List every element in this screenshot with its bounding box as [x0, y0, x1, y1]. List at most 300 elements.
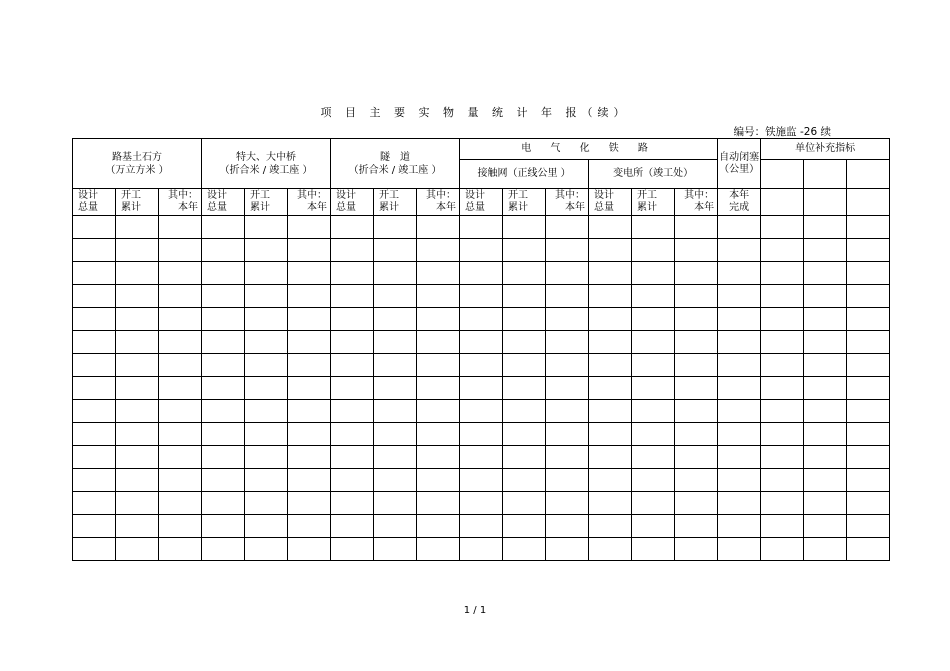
table-cell [589, 515, 632, 538]
table-cell [159, 515, 202, 538]
table-cell [718, 423, 761, 446]
table-cell [417, 216, 460, 239]
table-cell [589, 216, 632, 239]
table-cell [73, 216, 116, 239]
table-cell [288, 331, 331, 354]
table-cell [116, 515, 159, 538]
table-cell [374, 423, 417, 446]
table-cell [761, 285, 804, 308]
header-electrified-railway: 电 气 化 铁 路 [460, 139, 718, 160]
table-cell [546, 331, 589, 354]
start-cumulative-header: 开工 累计 [632, 189, 675, 216]
table-cell [202, 331, 245, 354]
table-cell [718, 262, 761, 285]
table-row [73, 262, 890, 285]
year-completed-header: 本年 完成 [718, 189, 761, 216]
table-cell [847, 216, 890, 239]
table-cell [245, 400, 288, 423]
table-cell [374, 354, 417, 377]
extra-col-3 [847, 160, 890, 189]
table-cell [675, 331, 718, 354]
table-cell [675, 377, 718, 400]
table-cell [116, 262, 159, 285]
table-cell [761, 239, 804, 262]
table-cell [503, 446, 546, 469]
table-cell [288, 262, 331, 285]
table-cell [374, 492, 417, 515]
table-cell [460, 308, 503, 331]
table-row [73, 469, 890, 492]
table-cell [460, 377, 503, 400]
table-cell [718, 239, 761, 262]
table-cell [503, 331, 546, 354]
table-cell [761, 308, 804, 331]
table-cell [804, 423, 847, 446]
table-cell [804, 285, 847, 308]
table-cell [675, 423, 718, 446]
table-cell [804, 446, 847, 469]
table-cell [546, 216, 589, 239]
table-row [73, 354, 890, 377]
table-cell [417, 423, 460, 446]
table-cell [159, 331, 202, 354]
table-cell [202, 354, 245, 377]
table-cell [632, 354, 675, 377]
table-cell [632, 492, 675, 515]
table-cell [331, 216, 374, 239]
table-cell [546, 285, 589, 308]
table-cell [374, 285, 417, 308]
table-cell [460, 515, 503, 538]
table-cell [546, 515, 589, 538]
table-cell [847, 239, 890, 262]
header-substation: 变电所（竣工处） [589, 160, 718, 189]
start-cumulative-header: 开工 累计 [116, 189, 159, 216]
table-row [73, 492, 890, 515]
table-cell [417, 515, 460, 538]
table-cell [675, 538, 718, 561]
table-cell [460, 331, 503, 354]
table-cell [718, 400, 761, 423]
table-cell [546, 538, 589, 561]
table-cell [245, 446, 288, 469]
table-cell [589, 377, 632, 400]
table-cell [159, 377, 202, 400]
table-cell [202, 469, 245, 492]
table-cell [159, 446, 202, 469]
table-cell [847, 285, 890, 308]
table-cell [675, 400, 718, 423]
of-which-this-year-header: 其中： 本年 [417, 189, 460, 216]
table-cell [460, 446, 503, 469]
table-cell [589, 239, 632, 262]
table-cell [460, 239, 503, 262]
design-total-header: 设计 总量 [73, 189, 116, 216]
table-cell [546, 308, 589, 331]
table-cell [73, 538, 116, 561]
table-cell [417, 469, 460, 492]
table-cell [718, 446, 761, 469]
table-cell [460, 538, 503, 561]
header-roadbed: 路基土石方 （万立方米 ） [73, 139, 202, 189]
table-cell [73, 331, 116, 354]
table-cell [804, 492, 847, 515]
table-cell [460, 354, 503, 377]
table-cell [245, 308, 288, 331]
table-cell [804, 354, 847, 377]
table-cell [460, 423, 503, 446]
table-cell [245, 423, 288, 446]
table-cell [632, 469, 675, 492]
table-cell [460, 469, 503, 492]
table-cell [632, 446, 675, 469]
table-cell [288, 308, 331, 331]
table-cell [202, 446, 245, 469]
table-cell [417, 446, 460, 469]
table-cell [116, 331, 159, 354]
table-cell [632, 423, 675, 446]
table-cell [116, 538, 159, 561]
table-cell [847, 423, 890, 446]
table-cell [73, 308, 116, 331]
table-cell [116, 285, 159, 308]
table-cell [675, 446, 718, 469]
table-cell [503, 469, 546, 492]
table-cell [675, 492, 718, 515]
extra-col-1 [761, 160, 804, 189]
table-cell [73, 400, 116, 423]
table-cell [546, 377, 589, 400]
table-cell [804, 216, 847, 239]
table-cell [73, 239, 116, 262]
table-cell [546, 400, 589, 423]
table-cell [73, 446, 116, 469]
header-catenary: 接触网（正线公里 ） [460, 160, 589, 189]
table-cell [589, 331, 632, 354]
table-cell [804, 400, 847, 423]
table-cell [503, 239, 546, 262]
table-cell [73, 354, 116, 377]
table-cell [374, 538, 417, 561]
table-row [73, 239, 890, 262]
design-total-header: 设计 总量 [202, 189, 245, 216]
table-cell [546, 262, 589, 285]
header-tunnel: 隧 道 （折合米 / 竣工座 ） [331, 139, 460, 189]
table-cell [202, 216, 245, 239]
table-cell [761, 354, 804, 377]
table-cell [116, 446, 159, 469]
table-cell [460, 400, 503, 423]
table-cell [718, 308, 761, 331]
extra-subheader-cell [847, 189, 890, 216]
table-cell [589, 492, 632, 515]
table-cell [589, 262, 632, 285]
table-cell [159, 216, 202, 239]
table-cell [288, 492, 331, 515]
table-row [73, 538, 890, 561]
table-cell [804, 331, 847, 354]
table-cell [847, 331, 890, 354]
header-bridge: 特大、大中桥 （折合米 / 竣工座 ） [202, 139, 331, 189]
table-cell [675, 239, 718, 262]
table-cell [73, 377, 116, 400]
table-row [73, 285, 890, 308]
table-cell [847, 400, 890, 423]
table-cell [632, 285, 675, 308]
table-cell [761, 262, 804, 285]
table-cell [632, 239, 675, 262]
table-cell [460, 285, 503, 308]
table-cell [288, 354, 331, 377]
table-cell [417, 239, 460, 262]
table-cell [417, 400, 460, 423]
table-row [73, 446, 890, 469]
table-cell [288, 285, 331, 308]
table-cell [202, 400, 245, 423]
table-cell [417, 285, 460, 308]
table-cell [73, 492, 116, 515]
extra-subheader-cell [804, 189, 847, 216]
table-cell [804, 308, 847, 331]
table-cell [675, 515, 718, 538]
table-cell [159, 538, 202, 561]
table-cell [503, 515, 546, 538]
table-cell [374, 446, 417, 469]
table-cell [159, 308, 202, 331]
table-cell [73, 285, 116, 308]
table-cell [675, 354, 718, 377]
table-cell [589, 469, 632, 492]
table-cell [417, 377, 460, 400]
start-cumulative-header: 开工 累计 [503, 189, 546, 216]
table-cell [374, 515, 417, 538]
table-cell [761, 538, 804, 561]
table-cell [503, 354, 546, 377]
table-cell [546, 354, 589, 377]
table-cell [632, 216, 675, 239]
table-cell [675, 262, 718, 285]
table-cell [718, 354, 761, 377]
table-cell [503, 308, 546, 331]
table-cell [546, 492, 589, 515]
table-cell [202, 285, 245, 308]
design-total-header: 设计 总量 [589, 189, 632, 216]
table-cell [718, 216, 761, 239]
table-cell [675, 216, 718, 239]
table-cell [73, 515, 116, 538]
header-extra-indicators: 单位补充指标 [761, 139, 890, 160]
table-cell [503, 285, 546, 308]
table-cell [589, 423, 632, 446]
table-cell [245, 538, 288, 561]
table-cell [116, 308, 159, 331]
table-cell [331, 400, 374, 423]
table-cell [804, 239, 847, 262]
table-cell [503, 216, 546, 239]
table-cell [288, 400, 331, 423]
table-cell [718, 331, 761, 354]
design-total-header: 设计 总量 [460, 189, 503, 216]
table-cell [761, 423, 804, 446]
table-cell [632, 538, 675, 561]
table-cell [503, 262, 546, 285]
table-cell [159, 492, 202, 515]
table-cell [417, 331, 460, 354]
table-cell [73, 469, 116, 492]
table-cell [761, 492, 804, 515]
of-which-this-year-header: 其中： 本年 [546, 189, 589, 216]
table-row [73, 308, 890, 331]
table-cell [288, 446, 331, 469]
of-which-this-year-header: 其中： 本年 [675, 189, 718, 216]
table-cell [804, 262, 847, 285]
table-cell [374, 331, 417, 354]
table-cell [417, 538, 460, 561]
table-cell [503, 538, 546, 561]
table-cell [202, 492, 245, 515]
table-row [73, 400, 890, 423]
table-cell [675, 285, 718, 308]
table-cell [374, 400, 417, 423]
table-cell [761, 515, 804, 538]
table-cell [718, 515, 761, 538]
table-cell [331, 377, 374, 400]
table-cell [331, 308, 374, 331]
table-cell [245, 354, 288, 377]
table-cell [804, 377, 847, 400]
table-cell [417, 492, 460, 515]
table-cell [202, 515, 245, 538]
table-cell [847, 515, 890, 538]
table-cell [761, 216, 804, 239]
table-cell [804, 469, 847, 492]
table-cell [460, 216, 503, 239]
table-cell [245, 377, 288, 400]
table-cell [245, 469, 288, 492]
table-cell [159, 285, 202, 308]
table-cell [245, 331, 288, 354]
table-row [73, 515, 890, 538]
table-cell [417, 262, 460, 285]
form-code: 编号：铁施监 -26 续 [733, 126, 831, 138]
design-total-header: 设计 总量 [331, 189, 374, 216]
table-cell [245, 492, 288, 515]
table-row [73, 331, 890, 354]
table-cell [546, 423, 589, 446]
table-cell [761, 469, 804, 492]
table-cell [245, 239, 288, 262]
table-cell [632, 331, 675, 354]
table-cell [331, 446, 374, 469]
table-cell [761, 400, 804, 423]
table-cell [331, 285, 374, 308]
table-cell [245, 216, 288, 239]
table-cell [417, 354, 460, 377]
table-cell [116, 239, 159, 262]
table-cell [159, 400, 202, 423]
table-cell [116, 354, 159, 377]
table-cell [632, 515, 675, 538]
table-cell [847, 354, 890, 377]
table-cell [589, 308, 632, 331]
table-cell [331, 538, 374, 561]
table-cell [675, 308, 718, 331]
table-cell [718, 492, 761, 515]
table-cell [589, 538, 632, 561]
of-which-this-year-header: 其中： 本年 [159, 189, 202, 216]
table-cell [202, 308, 245, 331]
table-cell [718, 377, 761, 400]
table-cell [632, 308, 675, 331]
table-cell [331, 423, 374, 446]
table-cell [288, 469, 331, 492]
table-cell [245, 285, 288, 308]
table-cell [245, 262, 288, 285]
table-cell [847, 308, 890, 331]
table-cell [159, 354, 202, 377]
table-cell [589, 400, 632, 423]
table-cell [847, 469, 890, 492]
table-cell [460, 492, 503, 515]
table-cell [503, 377, 546, 400]
table-cell [116, 377, 159, 400]
page-number: 1 / 1 [463, 605, 487, 616]
table-cell [116, 492, 159, 515]
table-cell [116, 469, 159, 492]
table-cell [116, 400, 159, 423]
table-cell [331, 354, 374, 377]
table-cell [632, 377, 675, 400]
table-cell [761, 331, 804, 354]
table-cell [159, 469, 202, 492]
table-cell [288, 538, 331, 561]
table-cell [288, 515, 331, 538]
table-cell [718, 285, 761, 308]
table-cell [202, 423, 245, 446]
table-cell [546, 469, 589, 492]
table-cell [804, 538, 847, 561]
table-cell [202, 262, 245, 285]
table-cell [116, 216, 159, 239]
table-cell [288, 423, 331, 446]
table-cell [804, 515, 847, 538]
table-cell [159, 239, 202, 262]
table-cell [847, 538, 890, 561]
table-cell [417, 308, 460, 331]
table-cell [331, 239, 374, 262]
table-cell [503, 400, 546, 423]
table-cell [374, 469, 417, 492]
table-cell [331, 515, 374, 538]
table-cell [589, 446, 632, 469]
table-cell [202, 377, 245, 400]
table-cell [374, 377, 417, 400]
table-cell [718, 469, 761, 492]
table-cell [73, 262, 116, 285]
header-auto-block: 自动闭塞（公里） [718, 139, 761, 189]
table-cell [159, 262, 202, 285]
table-cell [675, 469, 718, 492]
statistics-table [72, 138, 890, 561]
table-cell [331, 492, 374, 515]
start-cumulative-header: 开工 累计 [374, 189, 417, 216]
table-cell [847, 492, 890, 515]
table-cell [761, 446, 804, 469]
table-cell [847, 262, 890, 285]
table-cell [589, 354, 632, 377]
table-row [73, 423, 890, 446]
table-cell [503, 423, 546, 446]
